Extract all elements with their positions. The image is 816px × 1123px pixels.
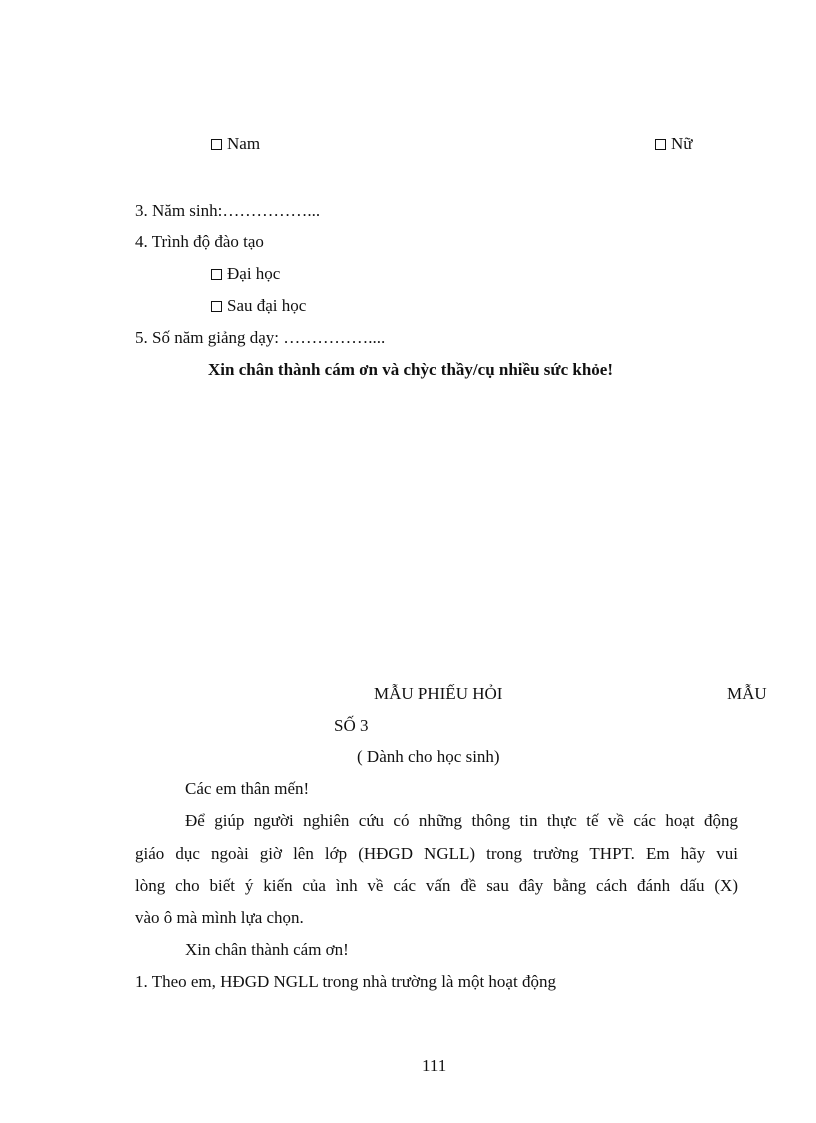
option-female-label: Nữ [671, 134, 693, 153]
question-1: 1. Theo em, HĐGD NGLL trong nhà trường là một hoạt động [135, 972, 556, 991]
intro-line-3: lòng cho biết ý kiến của ình về các vấn đề sau đây bằng cách đánh dấu (X) [135, 876, 738, 895]
option-postgraduate[interactable] [211, 297, 306, 314]
intro-line-4: vào ô mà mình lựa chọn. [135, 908, 304, 927]
question-birth-year: 3. Năm sinh:……………... [135, 201, 321, 220]
option-female[interactable] [655, 135, 693, 152]
thanks-teachers: Xin chân thành cám ơn và chỳc thầy/cụ nhiều sức khỏe! [208, 360, 614, 379]
option-bachelor[interactable] [211, 265, 280, 282]
checkbox-bachelor[interactable] [211, 269, 222, 280]
greeting: Các em thân mến! [185, 779, 310, 798]
form-title: MẪU PHIẾU HỎI [374, 684, 503, 703]
option-male[interactable] [211, 135, 260, 152]
option-bachelor-label: Đại học [227, 264, 281, 283]
intro-line-1: Để giúp người nghiên cứu có những thông tin thực tế về các hoạt động [185, 811, 738, 830]
option-male-label: Nam [227, 134, 261, 153]
form-subtitle: ( Dành cho học sinh) [357, 747, 500, 766]
checkbox-male[interactable] [211, 139, 222, 150]
question-years-teaching: 5. Số năm giảng dạy: …………….... [135, 328, 386, 347]
option-postgraduate-label: Sau đại học [227, 296, 307, 315]
checkbox-female[interactable] [655, 139, 666, 150]
question-education: 4. Trình độ đào tạo [135, 232, 264, 251]
page-number: 111 [422, 1056, 447, 1075]
thanks-students: Xin chân thành cám ơn! [185, 940, 349, 959]
intro-line-2: giáo dục ngoài giờ lên lớp (HĐGD NGLL) trong trường THPT. Em hãy vui [135, 844, 738, 863]
checkbox-postgraduate[interactable] [211, 301, 222, 312]
form-label-part2: SỐ 3 [334, 716, 369, 735]
form-label-part1: MẪU [727, 684, 767, 703]
